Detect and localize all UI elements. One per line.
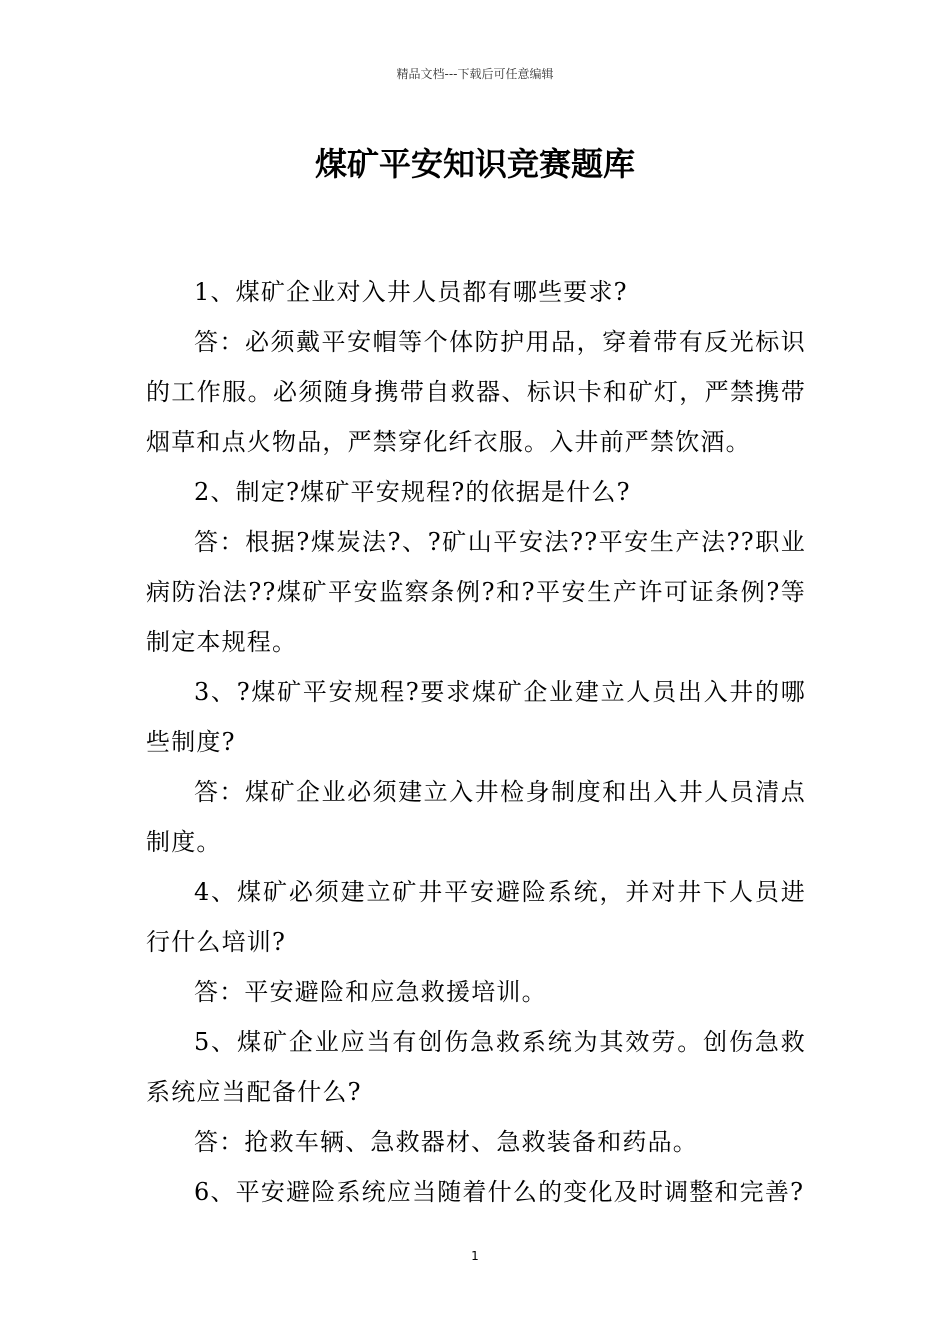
page-header: 精品文档---下载后可任意编辑 [396,67,554,81]
answer-3: 答：煤矿企业必须建立入井检身制度和出入井人员清点制度。 [146,778,806,856]
question-4: 4、煤矿必须建立矿井平安避险系统，并对井下人员进行什么培训? [146,878,806,956]
document-body [146,267,806,1217]
question-3: 3、?煤矿平安规程?要求煤矿企业建立人员出入井的哪些制度? [146,678,806,756]
question-1: 1、煤矿企业对入井人员都有哪些要求? [194,278,628,306]
question-5: 5、煤矿企业应当有创伤急救系统为其效劳。创伤急救系统应当配备什么? [146,1028,806,1106]
answer-2: 答：根据?煤炭法?、?矿山平安法??平安生产法??职业病防治法??煤矿平安监察条例?和?平安生产许可证条例?等制定本规程。 [146,528,806,656]
answer-5: 答：抢救车辆、急救器材、急救装备和药品。 [194,1128,698,1156]
answer-1: 答：必须戴平安帽等个体防护用品，穿着带有反光标识的工作服。必须随身携带自救器、标识卡和矿灯，严禁携带烟草和点火物品，严禁穿化纤衣服。入井前严禁饮酒。 [146,328,806,456]
question-2: 2、制定?煤矿平安规程?的依据是什么? [194,478,631,506]
question-6: 6、平安避险系统应当随着什么的变化及时调整和完善? [194,1178,805,1206]
document-title: 煤矿平安知识竞赛题库 [314,145,635,183]
answer-4: 答：平安避险和应急救援培训。 [194,978,547,1006]
page-number: 1 [471,1249,479,1263]
